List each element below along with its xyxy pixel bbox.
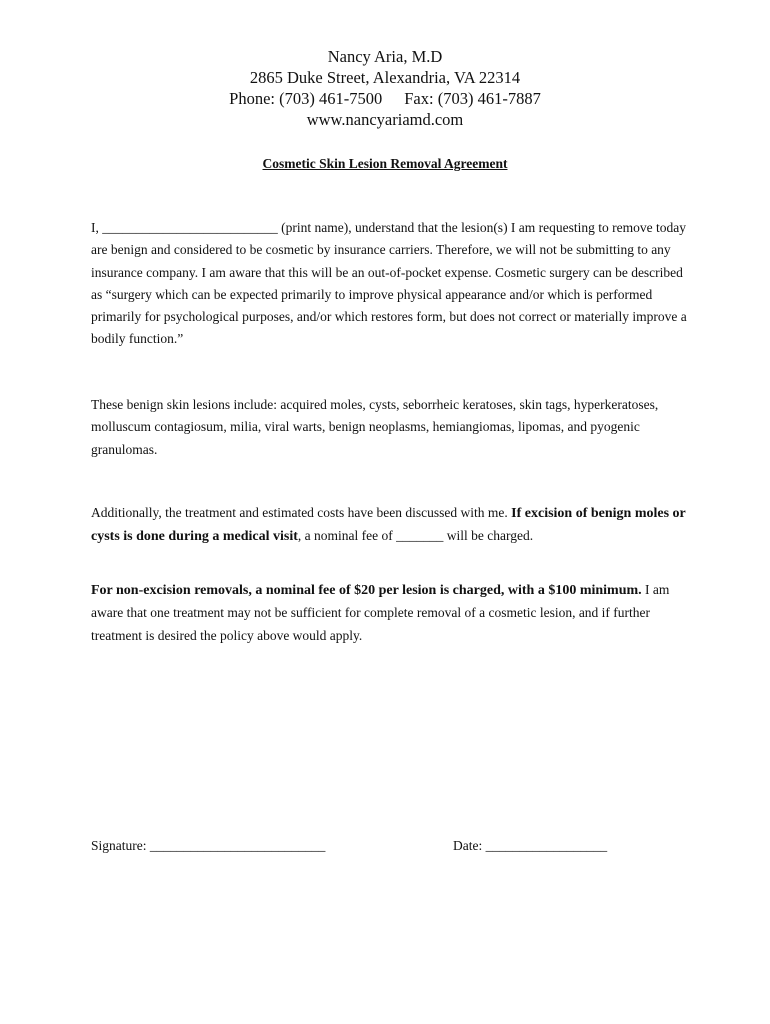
date-field[interactable]: __________________ [485,838,608,853]
fee-prefix: , a nominal fee of [297,528,393,544]
doctor-name: Nancy Aria, M.D [327,47,443,66]
address: 2865 Duke Street, Alexandria, VA 22314 [249,68,521,87]
fee-field[interactable]: _______ [396,528,444,544]
print-name-field[interactable]: __________________________ [102,220,278,235]
costs-paragraph [91,502,687,549]
lesion-types-paragraph: These benign skin lesions include: acquired moles, cysts, seborrheic keratoses, skin tags, hyperkeratoses, molluscum contagiosum, milia, viral warts, benign neoplasms, hemiangiomas, lipomas, and pyogenic granulomas. [91,397,659,457]
costs-intro: Additionally, the treatment and estimated costs have been discussed with me. [91,505,508,520]
costs-suffix: will be charged. [446,528,534,544]
signature-field[interactable]: __________________________ [149,838,326,853]
date-label: Date: [453,838,483,853]
non-excision-text: I am aware that one treatment may not be sufficient for complete removal of a cosmetic lesion, and if further treatment is desired the policy above would apply. [91,582,670,643]
signature-label: Signature: [91,838,147,853]
date-line [453,838,607,854]
agreement-paragraph [91,217,687,351]
signature-line [91,838,325,854]
contact-line [0,88,770,109]
paragraph-prefix: I, [91,220,99,235]
letterhead [0,46,770,130]
non-excision-paragraph [91,579,687,647]
fax: Fax: (703) 461-7887 [404,89,541,108]
phone: Phone: (703) 461-7500 [229,89,383,108]
agreement-text: (print name), understand that the lesion(s) I am requesting to remove today are benign and considered to be cosmetic by insurance carriers. Therefore, we will not be submitting to any insurance company. I am aware that this will be an out-of-pocket expense. Cosmetic surgery can be described as “surgery which can be expected primarily to improve physical appearance and/or which is performed primarily for psychological purposes, and/or which restores form, but does not correct or materially improve a bodily function.” [91,220,687,347]
website: www.nancyariamd.com [306,110,464,129]
document-title: Cosmetic Skin Lesion Removal Agreement [262,156,508,171]
non-excision-fee: For non-excision removals, a nominal fee of $20 per lesion is charged, with a $100 minimum. [91,583,642,598]
excision-notice: If excision of benign moles or cysts is done during a medical visit [91,506,686,545]
